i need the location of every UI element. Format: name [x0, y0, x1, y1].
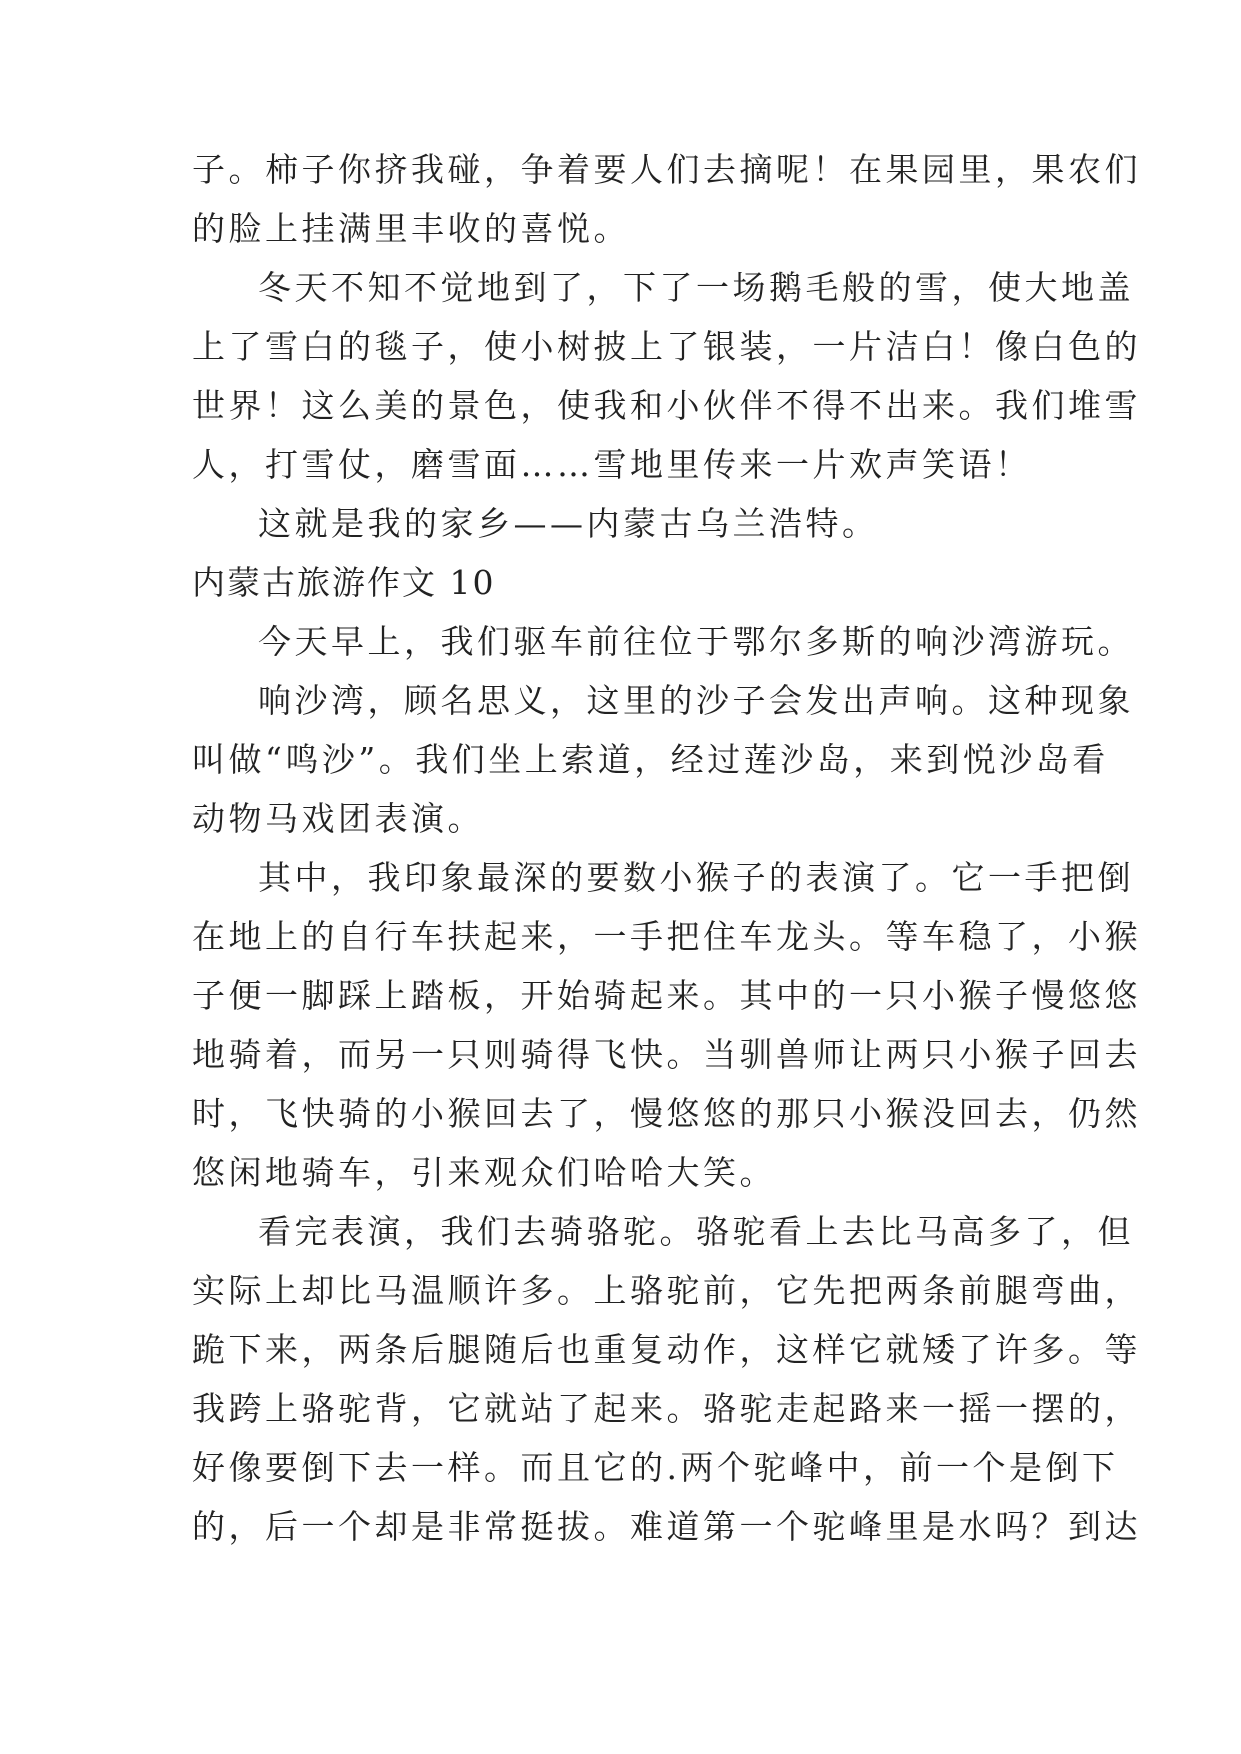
text-line: 好像要倒下去一样。而且它的.两个驼峰中，前一个是倒下 [192, 1448, 1119, 1487]
text-line: 悠闲地骑车，引来观众们哈哈大笑。 [192, 1153, 776, 1192]
text-line: 人，打雪仗，磨雪面……雪地里传来一片欢声笑语！ [192, 445, 1032, 484]
text-line: 的，后一个却是非常挺拔。难道第一个驼峰里是水吗？到达 [192, 1507, 1141, 1546]
text-line: 时，飞快骑的小猴回去了，慢悠悠的那只小猴没回去，仍然 [192, 1094, 1141, 1133]
paragraph-start-line: 看完表演，我们去骑骆驼。骆驼看上去比马高多了，但 [258, 1212, 1134, 1251]
text-line: 叫做“鸣沙”。我们坐上索道，经过莲沙岛，来到悦沙岛看 [192, 740, 1109, 779]
text-line: 子便一脚踩上踏板，开始骑起来。其中的一只小猴子慢悠悠 [192, 976, 1141, 1015]
paragraph-start-line: 今天早上，我们驱车前往位于鄂尔多斯的响沙湾游玩。 [258, 622, 1134, 661]
text-line: 上了雪白的毯子，使小树披上了银装，一片洁白！像白色的 [192, 327, 1141, 366]
paragraph-start-line: 其中，我印象最深的要数小猴子的表演了。它一手把倒 [258, 858, 1134, 897]
paragraph-start-line: 冬天不知不觉地到了，下了一场鹅毛般的雪，使大地盖 [258, 268, 1134, 307]
text-line: 的脸上挂满里丰收的喜悦。 [192, 209, 630, 248]
text-line: 地骑着，而另一只则骑得飞快。当驯兽师让两只小猴子回去 [192, 1035, 1141, 1074]
text-line: 我跨上骆驼背，它就站了起来。骆驼走起路来一摇一摆的， [192, 1389, 1141, 1428]
section-heading: 内蒙古旅游作文 10 [192, 563, 496, 602]
paragraph-start-line: 响沙湾，顾名思义，这里的沙子会发出声响。这种现象 [258, 681, 1134, 720]
text-line: 在地上的自行车扶起来，一手把住车龙头。等车稳了，小猴 [192, 917, 1141, 956]
text-line: 跪下来，两条后腿随后也重复动作，这样它就矮了许多。等 [192, 1330, 1141, 1369]
text-line: 实际上却比马温顺许多。上骆驼前，它先把两条前腿弯曲， [192, 1271, 1141, 1310]
paragraph-start-line: 这就是我的家乡——内蒙古乌兰浩特。 [258, 504, 879, 543]
text-line: 动物马戏团表演。 [192, 799, 484, 838]
text-line: 世界！这么美的景色，使我和小伙伴不得不出来。我们堆雪 [192, 386, 1141, 425]
text-line: 子。柿子你挤我碰，争着要人们去摘呢！在果园里，果农们 [192, 150, 1141, 189]
